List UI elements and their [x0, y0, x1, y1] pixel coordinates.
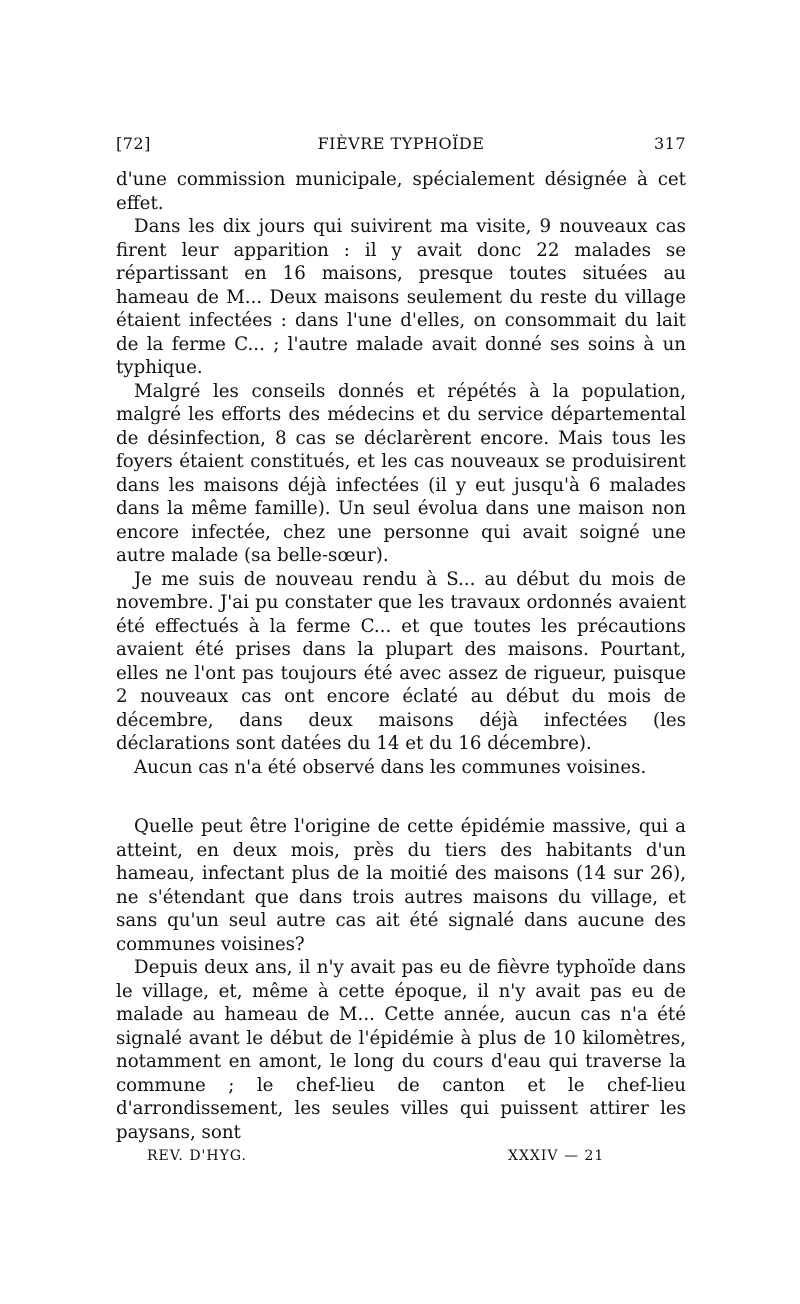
section-break	[116, 779, 686, 815]
paragraph-continued: d'une commission municipale, spécialement désignée à cet effet.	[116, 169, 686, 214]
paragraph: Aucun cas n'a été observé dans les communes voisines.	[134, 756, 647, 778]
paragraph: Depuis deux ans, il n'y avait pas eu de fièvre typhoïde dans le village, et, même à cette époque, il n'y avait pas eu de malade au hameau de M... Cette année, aucun cas n'a été signalé avant le début de l'épidémie à plus de 10 kilomètres, notamment en amont, le long du cours d'eau qui traverse la commune ; le chef-lieu de canton et le chef-lieu d'arrondissement, les seules villes qui puissent attirer les paysans, sont	[116, 957, 686, 1143]
paragraph: Dans les dix jours qui suivirent ma visite, 9 nouveaux cas firent leur apparition : il y avait donc 22 malades se répartissant en 16 maisons, presque toutes situées au hameau de M... Deux maisons seulement du reste du village étaient infectées : dans l'une d'elles, on consommait du lait de la ferme C... ; l'autre malade avait donné ses soins à un typhique.	[116, 216, 686, 378]
volume-signature: XXXIV — 21	[508, 1148, 605, 1164]
body-text	[116, 168, 686, 1144]
journal-signature: REV. D'HYG.	[147, 1148, 247, 1164]
signature-line	[116, 1148, 686, 1172]
bracketed-page-number: [72]	[116, 134, 151, 153]
document-page	[116, 134, 686, 1172]
paragraph: Quelle peut être l'origine de cette épidémie massive, qui a atteint, en deux mois, près du tiers des habitants d'un hameau, infectant plus de la moitié des maisons (14 sur 26), ne s'étendant que dans trois autres maisons du village, et sans qu'un seul autre cas ait été signalé dans aucune des communes voisines?	[116, 816, 686, 955]
page-number: 317	[653, 134, 686, 153]
running-title: FIÈVRE TYPHOÏDE	[317, 134, 485, 153]
running-head	[116, 134, 686, 160]
paragraph: Malgré les conseils donnés et répétés à la population, malgré les efforts des médecins et du service départemental de désinfection, 8 cas se déclarèrent encore. Mais tous les foyers étaient constitués, et les cas nouveaux se produisirent dans les maisons déjà infectées (il y eut jusqu'à 6 malades dans la même famille). Un seul évolua dans une maison non encore infectée, chez une personne qui avait soigné une autre malade (sa belle-sœur).	[116, 380, 686, 566]
paragraph: Je me suis de nouveau rendu à S... au début du mois de novembre. J'ai pu constater que les travaux ordonnés avaient été effectués à la ferme C... et que toutes les précautions avaient été prises dans la plupart des maisons. Pourtant, elles ne l'ont pas toujours été avec assez de rigueur, puisque 2 nouveaux cas ont encore éclaté au début du mois de décembre, dans deux maisons déjà infectées (les déclarations sont datées du 14 et du 16 décembre).	[116, 568, 686, 754]
